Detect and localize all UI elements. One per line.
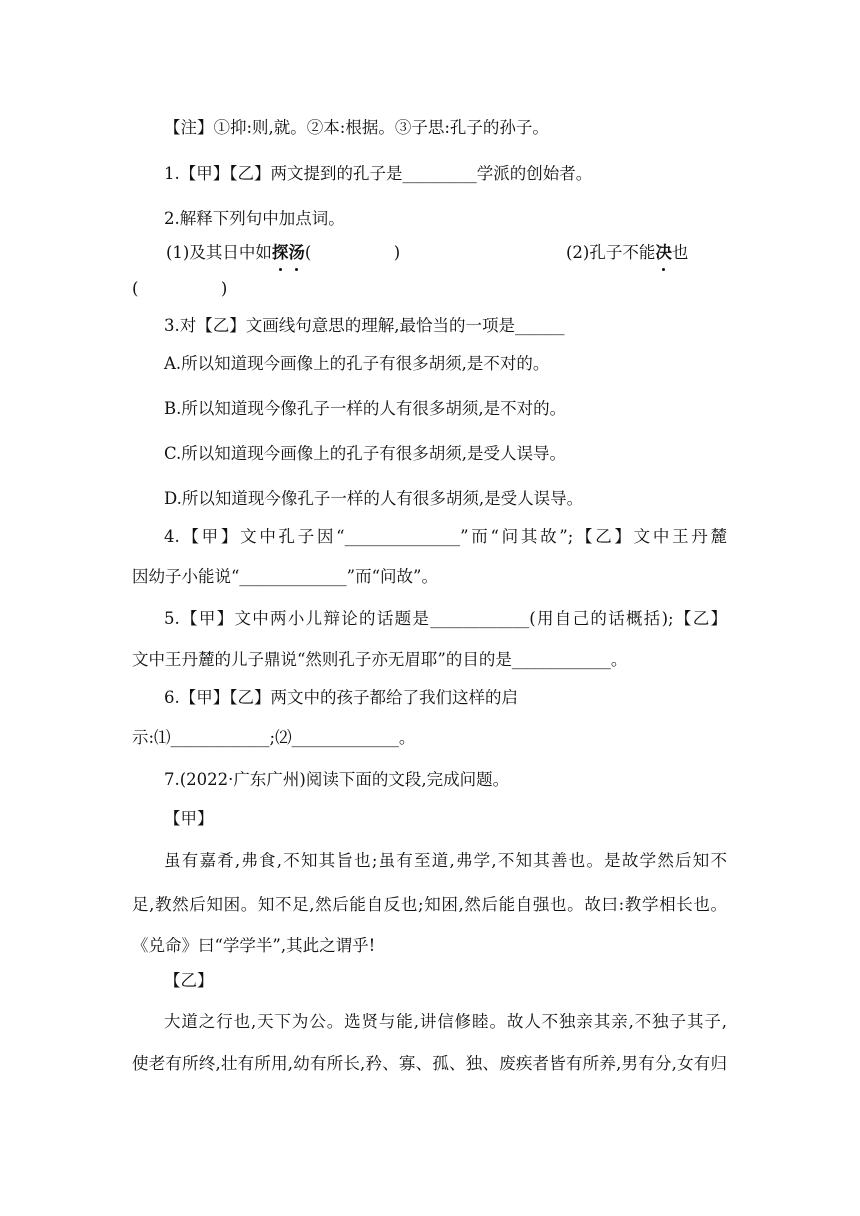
option-c: C.所以知道现今画像上的孔子有很多胡须,是受人误导。	[164, 444, 567, 463]
passage-jia-line-2: 足,教然后知困。知不足,然后能自反也;知困,然后能自强也。故曰:教学相长也。	[132, 895, 727, 914]
question-4-line-2: 因幼子小能说“_____________”而“问故”。	[132, 567, 438, 586]
section-yi-heading: 【乙】	[164, 971, 214, 990]
option-a: A.所以知道现今画像上的孔子有很多胡须,是不对的。	[164, 354, 550, 373]
item-1-prefix: (1)及其日中如	[166, 243, 272, 262]
question-1: 1.【甲】【乙】两文提到的孔子是_________学派的创始者。	[164, 164, 593, 183]
item-2-suffix: 也	[671, 243, 689, 262]
item-1-blank: ( )	[304, 243, 401, 262]
note-line: 【注】①抑:则,就。②本:根据。③子思:孔子的孙子。	[164, 118, 549, 137]
question-2-item-1	[166, 242, 400, 264]
question-2: 2.解释下列句中加点词。	[164, 209, 345, 228]
question-2-item-2-blank: ( )	[132, 279, 228, 298]
question-3: 3.对【乙】文画线句意思的理解,最恰当的一项是______	[164, 316, 565, 335]
passage-yi-line-2: 使老有所终,壮有所用,幼有所长,矜、寡、孤、独、废疾者皆有所养,男有分,女有归	[132, 1054, 727, 1073]
question-6-line-2: 示:⑴____________;⑵_____________。	[132, 728, 416, 747]
passage-jia-line-3: 《兑命》曰“学学半”,其此之谓乎!	[132, 936, 376, 955]
dotted-word-tang: 汤	[288, 242, 305, 264]
question-4-line-1: 4.【甲】文中孔子因“______________”而“问其故”;【乙】文中王丹麓	[164, 527, 727, 546]
passage-yi-line-1: 大道之行也,天下为公。选贤与能,讲信修睦。故人不独亲其亲,不独子其子,	[164, 1012, 727, 1031]
question-7: 7.(2022·广东广州)阅读下面的文段,完成问题。	[164, 770, 510, 789]
dotted-word-tan: 探	[272, 242, 289, 264]
dotted-word-jue: 决	[655, 242, 672, 264]
question-5-line-1: 5.【甲】文中两小儿辩论的话题是____________(用自己的话概括);【乙】	[164, 609, 727, 628]
section-jia-heading: 【甲】	[164, 809, 214, 828]
question-6-line-1: 6.【甲】【乙】两文中的孩子都给了我们这样的启	[164, 688, 518, 707]
option-d: D.所以知道现今像孔子一样的人有很多胡须,是受人误导。	[164, 489, 584, 508]
question-2-item-2	[566, 242, 688, 264]
item-2-prefix: (2)孔子不能	[566, 243, 656, 262]
question-5-line-2: 文中王丹麓的儿子鼎说“然则孔子亦无眉耶”的目的是____________。	[132, 650, 628, 669]
option-b: B.所以知道现今像孔子一样的人有很多胡须,是不对的。	[164, 399, 567, 418]
passage-jia-line-1: 虽有嘉肴,弗食,不知其旨也;虽有至道,弗学,不知其善也。是故学然后知不	[164, 851, 727, 870]
